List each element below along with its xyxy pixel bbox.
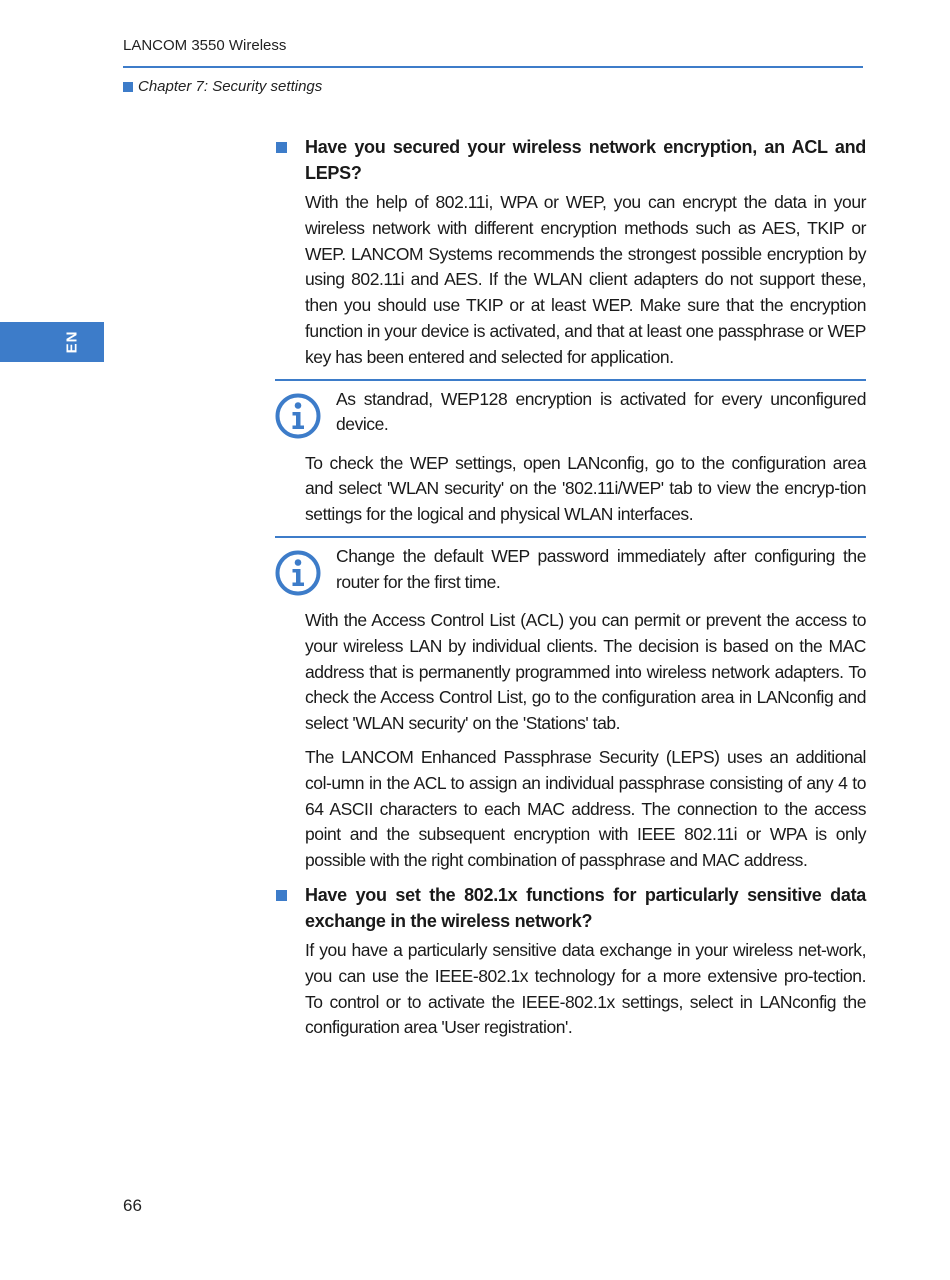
section-heading <box>275 134 866 186</box>
info-icon <box>275 550 321 596</box>
page-number: 66 <box>123 1196 142 1215</box>
paragraph: The LANCOM Enhanced Passphrase Security (LEPS) uses an additional col-umn in the ACL to assign an individual passphrase consisting of any 4 to 64 ASCII characters to each MAC address. The connection to the access point and the subsequent encryption with IEEE 802.11i or WPA is only possible with the right combination of passphrase and MAC address. <box>305 746 866 871</box>
paragraph: With the help of 802.11i, WPA or WEP, you can encrypt the data in your wireless network with different encryption methods such as AES, TKIP or WEP. LANCOM Systems recommends the strongest possible encryption by using 802.11i and AES. If the WLAN client adapters do not support these, then you should use TKIP or at least WEP. Make sure that the encryption function in your device is activated, and that at least one passphrase or WEP key has been entered and selected for application. <box>305 192 866 367</box>
chapter-square-icon <box>123 82 133 92</box>
info-note <box>275 379 866 439</box>
bullet-square-icon <box>276 890 287 901</box>
paragraph: To check the WEP settings, open LANconfig, go to the configuration area and select 'WLAN security' on the '802.11i/WEP' tab to view the encryp-tion settings for the logical and physical WLAN interfaces. <box>305 452 866 525</box>
language-tab <box>0 322 104 362</box>
info-icon <box>275 393 321 439</box>
info-note-text: As standrad, WEP128 encryption is activated for every unconfigured device. <box>336 388 866 435</box>
info-note <box>275 536 866 596</box>
language-tab-label: EN <box>63 330 81 354</box>
running-header: LANCOM 3550 Wireless <box>123 37 287 54</box>
bullet-square-icon <box>276 142 287 153</box>
paragraph: If you have a particularly sensitive data exchange in your wireless net-work, you can use the IEEE-802.1x technology for a more extensive pro-tection. To control or to activate the IEEE-802.1x settings, select in LANconfig the configuration area 'User registration'. <box>305 939 866 1038</box>
chapter-label: Chapter 7: Security settings <box>138 78 323 95</box>
section-heading-text: Have you set the 802.1x functions for particularly sensitive data exchange in the wireless network? <box>305 884 866 931</box>
paragraph: With the Access Control List (ACL) you can permit or prevent the access to your wireless LAN by individual clients. The decision is based on the MAC address that is permanently programmed into wireless network adapters. To check the Access Control List, go to the configuration area in LANconfig and select 'WLAN security' on the 'Stations' tab. <box>305 609 866 734</box>
header-divider <box>123 66 863 68</box>
section-heading-text: Have you secured your wireless network encryption, an ACL and LEPS? <box>305 137 866 183</box>
section-heading <box>275 882 866 934</box>
info-note-text: Change the default WEP password immediately after configuring the router for the first time. <box>336 545 866 592</box>
main-content <box>275 134 866 1049</box>
chapter-heading <box>123 78 322 95</box>
